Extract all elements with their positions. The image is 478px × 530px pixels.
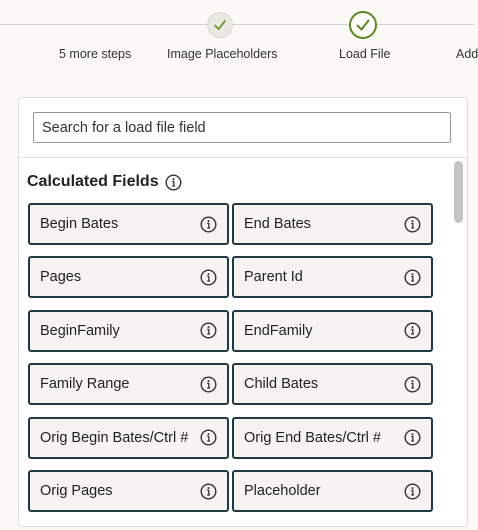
field-card[interactable]	[232, 256, 433, 298]
field-card[interactable]	[28, 256, 229, 298]
field-label: Placeholder	[244, 483, 321, 499]
field-card[interactable]	[28, 417, 229, 459]
info-icon[interactable]	[404, 322, 421, 339]
field-card[interactable]	[232, 470, 433, 512]
section-header	[27, 173, 182, 191]
field-card[interactable]	[28, 310, 229, 352]
field-card[interactable]	[232, 363, 433, 405]
load-file-field-panel	[18, 97, 468, 527]
check-icon	[355, 17, 371, 33]
info-icon[interactable]	[200, 429, 217, 446]
info-icon[interactable]	[200, 322, 217, 339]
info-icon[interactable]	[200, 483, 217, 500]
field-label: Parent Id	[244, 269, 303, 286]
field-card[interactable]	[28, 203, 229, 245]
stepper-connector	[377, 24, 474, 25]
info-icon[interactable]	[404, 483, 421, 500]
info-icon[interactable]	[404, 376, 421, 393]
field-label: Begin Bates	[40, 216, 119, 232]
field-label: EndFamily	[244, 322, 313, 339]
stepper	[0, 0, 478, 80]
step-label-next[interactable]: Add	[456, 47, 478, 61]
search-input[interactable]	[33, 112, 451, 143]
info-icon[interactable]	[404, 429, 421, 446]
scrollbar-thumb[interactable]	[454, 161, 463, 223]
section-title: Calculated Fields	[27, 173, 159, 190]
info-icon[interactable]	[200, 376, 217, 393]
scrollbar[interactable]	[454, 160, 463, 530]
check-icon	[213, 18, 227, 32]
step-completed-circle	[207, 12, 233, 38]
field-card[interactable]	[232, 203, 433, 245]
step-current-circle	[349, 11, 377, 39]
step-more-steps[interactable]: 5 more steps	[59, 47, 132, 61]
field-card[interactable]	[232, 310, 433, 352]
info-icon[interactable]	[165, 174, 182, 191]
field-label: Orig End Bates/Ctrl #	[244, 429, 381, 446]
step-label-load-file: Load File	[339, 47, 391, 61]
field-label: Orig Pages	[40, 483, 113, 499]
field-card[interactable]	[232, 417, 433, 459]
field-card[interactable]	[28, 363, 229, 405]
field-card[interactable]	[28, 470, 229, 512]
step-label-image-placeholders[interactable]: Image Placeholders	[167, 47, 278, 61]
stepper-connector	[0, 24, 207, 25]
info-icon[interactable]	[404, 216, 421, 233]
field-label: Orig Begin Bates/Ctrl #	[40, 429, 189, 446]
info-icon[interactable]	[404, 269, 421, 286]
field-label: Child Bates	[244, 376, 319, 393]
info-icon[interactable]	[200, 269, 217, 286]
search-row	[19, 98, 467, 158]
stepper-connector	[233, 24, 349, 25]
field-label: Family Range	[40, 376, 130, 393]
field-label: End Bates	[244, 216, 311, 232]
field-label: Pages	[40, 269, 82, 286]
field-label: BeginFamily	[40, 322, 120, 339]
info-icon[interactable]	[200, 216, 217, 233]
